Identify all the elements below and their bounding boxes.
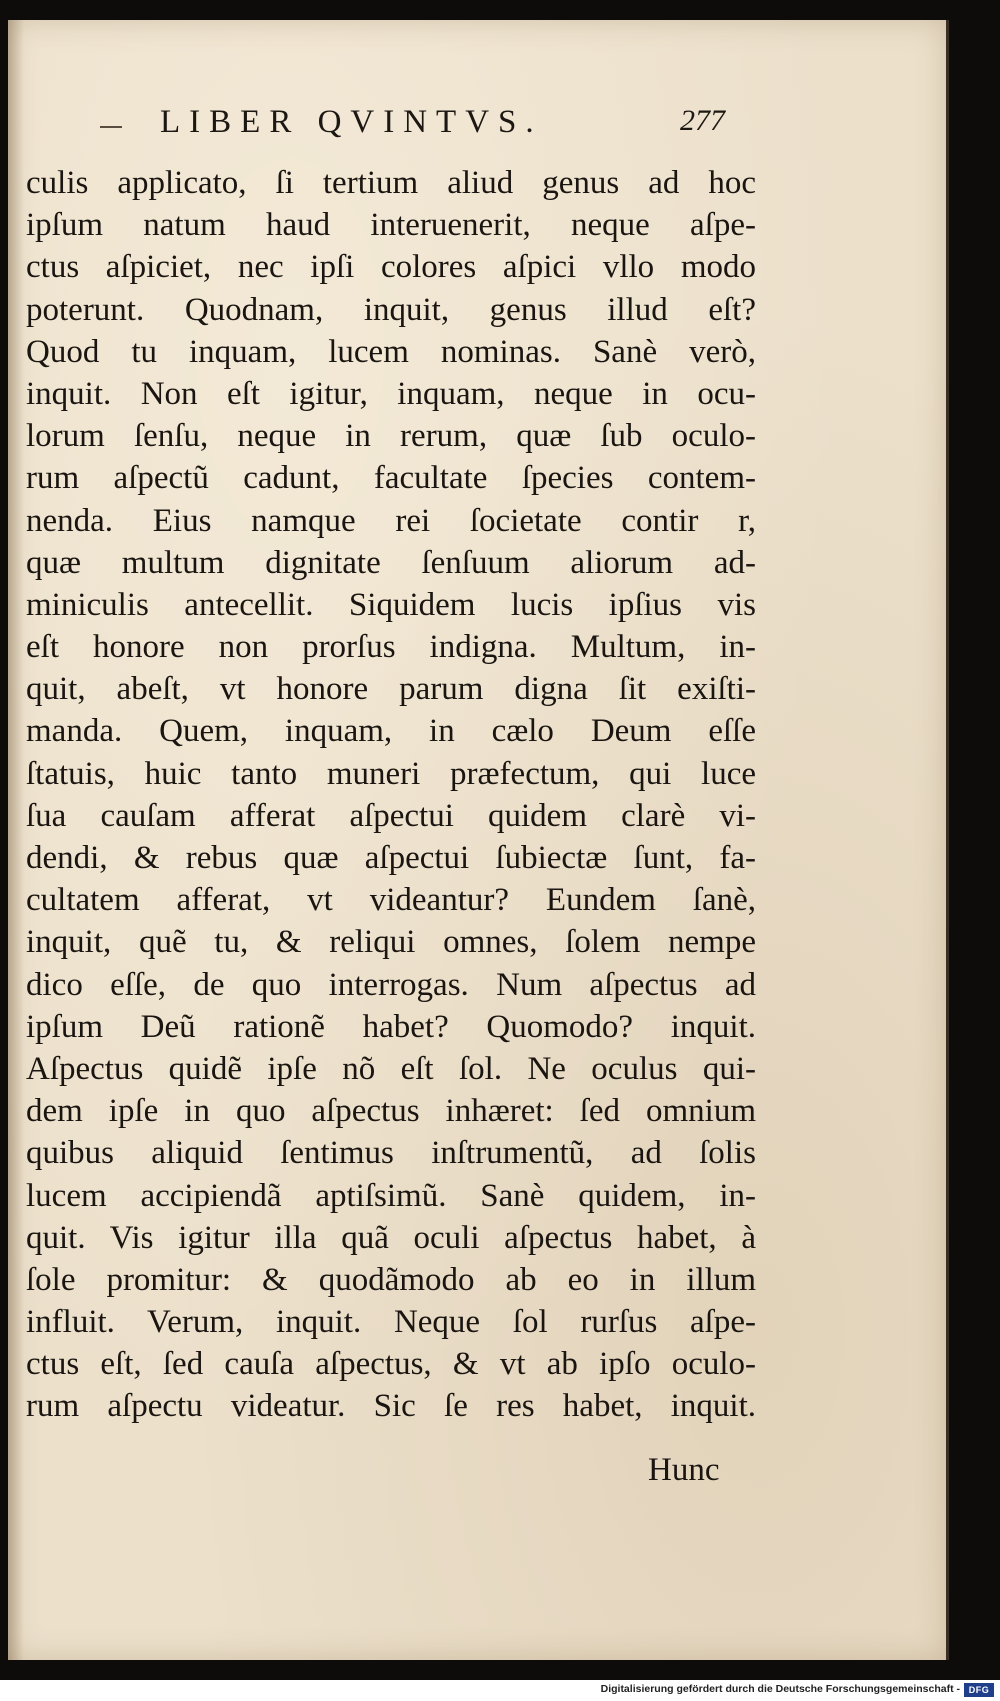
dfg-logo: DFG (964, 1683, 994, 1697)
digitization-footer (0, 1680, 1000, 1701)
text-line: ctus aſpiciet, nec ipſi colores aſpici vllo modo (26, 249, 756, 286)
text-line: cultatem afferat, vt videantur? Eundem ſanè, (26, 882, 756, 919)
text-line: Aſpectus quidẽ ipſe nõ eſt ſol. Ne oculus qui- (26, 1050, 756, 1087)
text-line: poterunt. Quodnam, inquit, genus illud eſt? (26, 291, 756, 328)
text-line: ſua cauſam afferat aſpectui quidem clarè vi- (26, 797, 756, 834)
text-line: ſole promitur: & quodãmodo ab eo in illum (26, 1261, 756, 1298)
running-head: LIBER QVINTVS. (160, 104, 543, 140)
text-line: ſtatuis, huic tanto muneri præfectum, qui luce (26, 755, 756, 792)
page-number: 277 (680, 104, 725, 137)
page-gutter-shadow (8, 20, 24, 1660)
text-line: quit, abeſt, vt honore parum digna ſit exiſti- (26, 671, 756, 708)
book-page (8, 20, 949, 1660)
text-line: quit. Vis igitur illa quã oculi aſpectus habet, à (26, 1219, 756, 1256)
text-line: quæ multum dignitate ſenſuum aliorum ad- (26, 544, 756, 581)
text-line: manda. Quem, inquam, in cælo Deum eſſe (26, 713, 756, 750)
text-line: influit. Verum, inquit. Neque ſol rurſus aſpe- (26, 1304, 756, 1341)
text-line: ipſum Deũ rationẽ habet? Quomodo? inquit. (26, 1008, 756, 1045)
text-line: rum aſpectu videatur. Sic ſe res habet, inquit. (26, 1388, 756, 1425)
body-text (26, 162, 756, 1428)
text-line: miniculis antecellit. Siquidem lucis ipſius vis (26, 586, 756, 623)
text-line: ctus eſt, ſed cauſa aſpectus, & vt ab ipſo oculo- (26, 1346, 756, 1383)
text-line: culis applicato, ſi tertium aliud genus ad hoc (26, 165, 756, 201)
funding-credit: Digitalisierung gefördert durch die Deutsche Forschungsgemeinschaft - (600, 1683, 960, 1695)
text-line: inquit. Non eſt igitur, inquam, neque in ocu- (26, 375, 756, 412)
page-header (100, 96, 820, 152)
text-line: quibus aliquid ſentimus inſtrumentũ, ad ſolis (26, 1135, 756, 1172)
text-line: eſt honore non prorſus indigna. Multum, in- (26, 629, 756, 666)
text-line: dendi, & rebus quæ aſpectui ſubiectæ ſunt, fa- (26, 840, 756, 876)
text-line: inquit, quẽ tu, & reliqui omnes, ſolem nempe (26, 924, 756, 961)
text-line: nenda. Eius namque rei ſocietate contir r, (26, 502, 756, 539)
text-line: dico eſſe, de quo interrogas. Num aſpectus ad (26, 966, 756, 1003)
catchword: Hunc (648, 1452, 720, 1488)
text-line: ipſum natum haud interuenerit, neque aſpe- (26, 207, 756, 244)
text-line: lorum ſenſu, neque in rerum, quæ ſub oculo- (26, 418, 756, 455)
text-line: rum aſpectũ cadunt, facultate ſpecies contem- (26, 460, 756, 497)
text-line: dem ipſe in quo aſpectus inhæret: ſed omnium (26, 1093, 756, 1130)
text-line: Quod tu inquam, lucem nominas. Sanè verò, (26, 333, 756, 370)
header-ornament-dash (100, 126, 122, 128)
text-line: lucem accipiendã aptiſsimũ. Sanè quidem, in- (26, 1177, 756, 1214)
